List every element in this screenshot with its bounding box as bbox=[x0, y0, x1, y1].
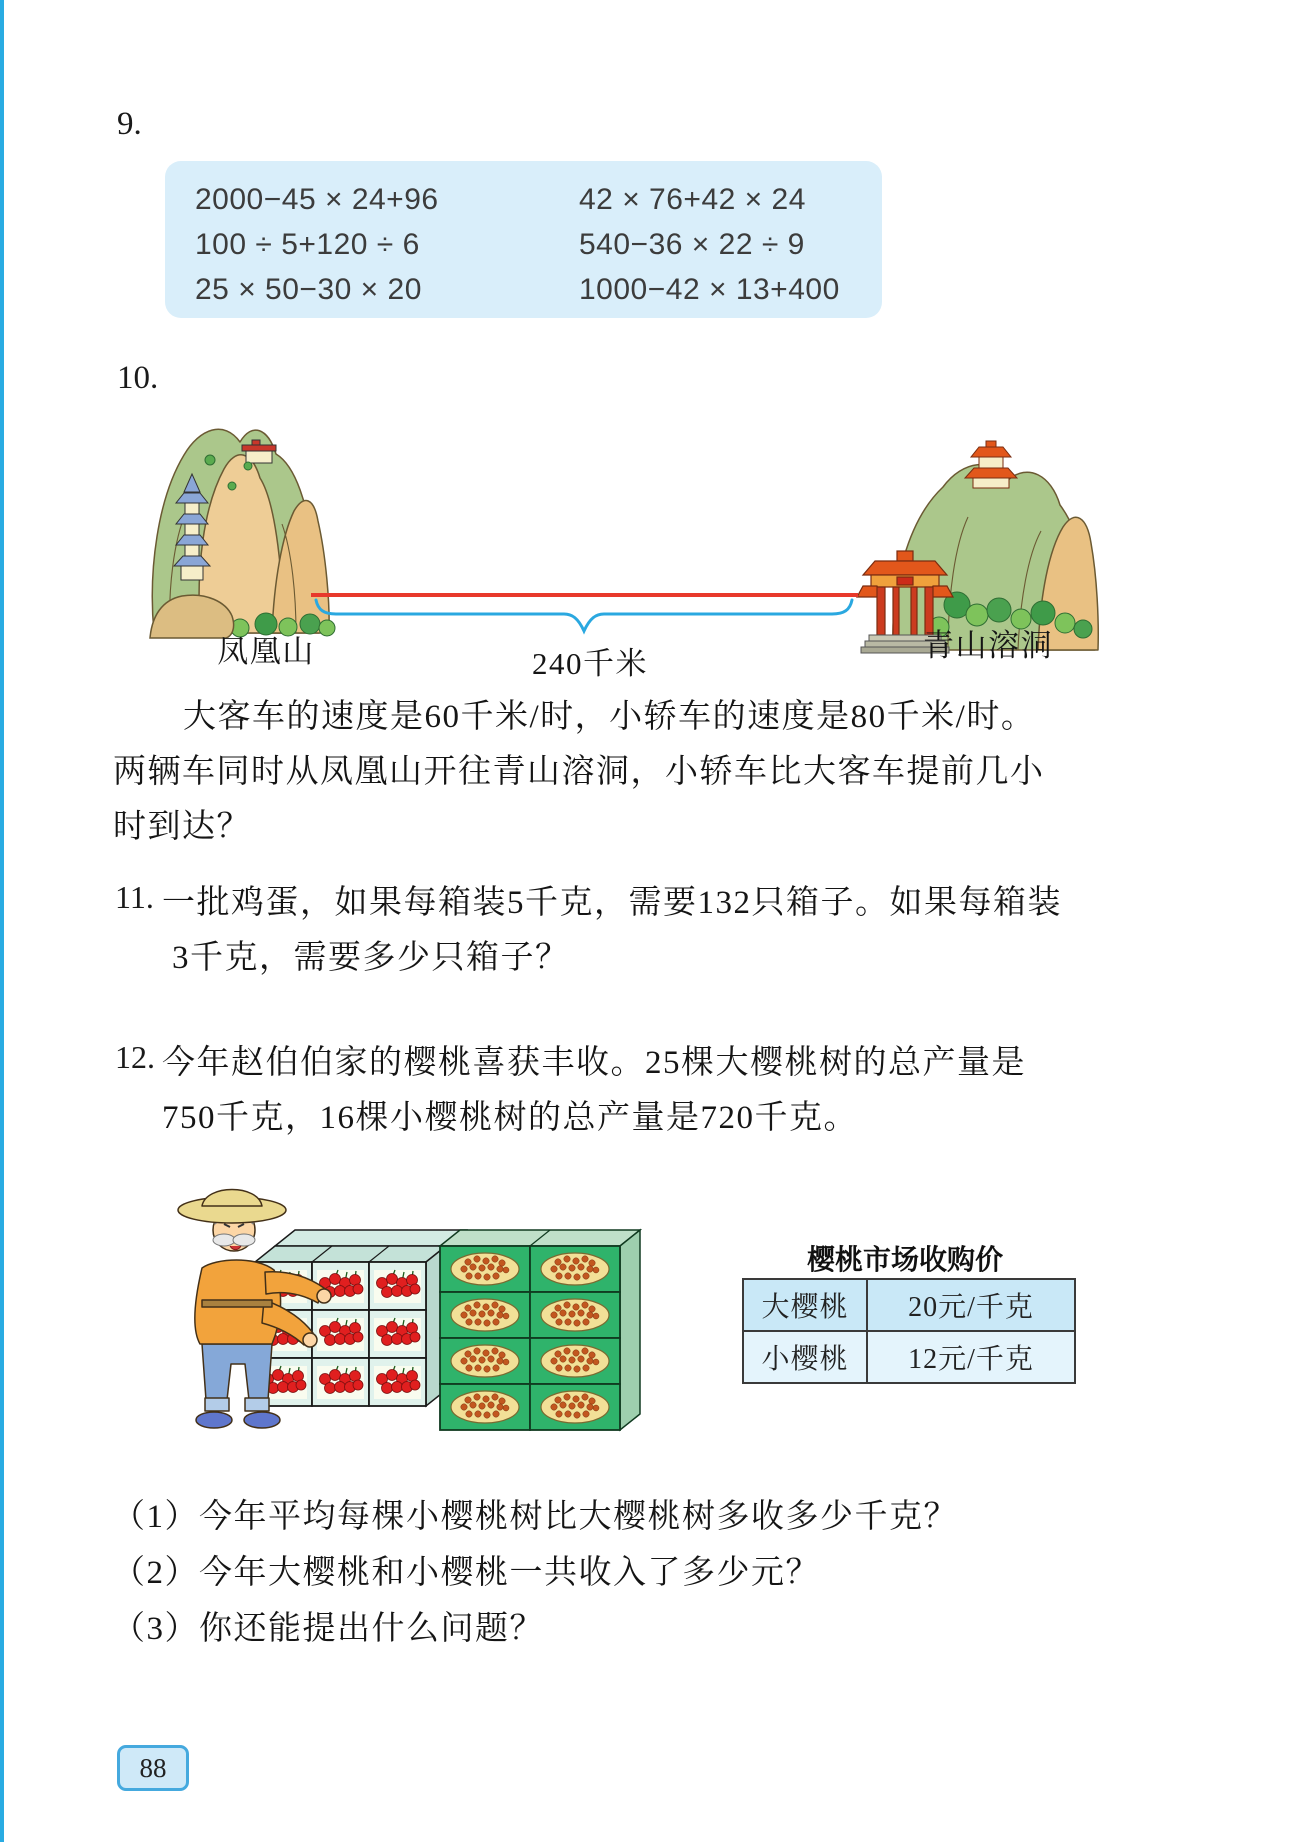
distance-label: 240千米 bbox=[532, 646, 648, 681]
left-mountain-illustration bbox=[148, 400, 338, 640]
problem-12-question: （2）今年大樱桃和小樱桃一共收入了多少元？ bbox=[112, 1555, 820, 1591]
expression: 100 ÷ 5+120 ÷ 6 bbox=[195, 228, 420, 261]
problem-11-text-line: 3千克，需要多少只箱子？ bbox=[172, 940, 570, 976]
problem-10-text-line: 两辆车同时从凤凰山开往青山溶洞，小轿车比大客车提前几小 bbox=[113, 754, 1045, 790]
distance-illustration bbox=[140, 390, 1170, 690]
price-table-title: 樱桃市场收购价 bbox=[806, 1244, 1003, 1275]
left-mountain-label: 凤凰山 bbox=[217, 634, 315, 669]
page-number: 88 bbox=[139, 1752, 167, 1783]
problem-11-number: 11. bbox=[115, 879, 154, 915]
table-cell: 大樱桃 bbox=[743, 1279, 867, 1331]
table-cell: 小樱桃 bbox=[743, 1331, 867, 1383]
problem-12-question: （1）今年平均每棵小樱桃树比大樱桃树多收多少千克？ bbox=[112, 1499, 958, 1535]
expression-box bbox=[165, 161, 882, 318]
farmer-cherry-illustration bbox=[150, 1172, 655, 1432]
problem-12-text-line: 750千克，16棵小樱桃树的总产量是720千克。 bbox=[162, 1100, 858, 1136]
distance-brace bbox=[314, 598, 854, 638]
expression: 540−36 × 22 ÷ 9 bbox=[579, 228, 805, 261]
right-mountain-illustration bbox=[853, 405, 1100, 655]
expression: 42 × 76+42 × 24 bbox=[579, 183, 806, 216]
right-mountain-label: 青山溶洞 bbox=[923, 628, 1053, 663]
problem-12-text-line: 今年赵伯伯家的樱桃喜获丰收。25棵大樱桃树的总产量是 bbox=[162, 1045, 1026, 1081]
large-cherry-box-stack bbox=[440, 1230, 640, 1430]
expression: 2000−45 × 24+96 bbox=[195, 183, 439, 216]
problem-12-question: （3）你还能提出什么问题？ bbox=[112, 1611, 544, 1647]
table-row bbox=[743, 1331, 1075, 1383]
cherry-price-table bbox=[742, 1278, 1076, 1384]
expression: 1000−42 × 13+400 bbox=[579, 273, 840, 306]
page-number-badge bbox=[117, 1745, 189, 1791]
page-edge-line bbox=[0, 0, 4, 1842]
problem-10-text-line: 时到达？ bbox=[113, 809, 251, 845]
problem-11-text-line: 一批鸡蛋，如果每箱装5千克，需要132只箱子。如果每箱装 bbox=[162, 885, 1062, 921]
table-cell: 20元/千克 bbox=[867, 1279, 1075, 1331]
problem-10-number: 10. bbox=[117, 360, 159, 396]
table-cell: 12元/千克 bbox=[867, 1331, 1075, 1383]
problem-9-number: 9. bbox=[117, 106, 142, 142]
expression: 25 × 50−30 × 20 bbox=[195, 273, 422, 306]
problem-12-number: 12. bbox=[115, 1039, 155, 1075]
table-row bbox=[743, 1279, 1075, 1331]
temple-icon bbox=[965, 441, 1017, 488]
problem-10-text-line: 大客车的速度是60千米/时，小轿车的速度是80千米/时。 bbox=[183, 699, 1036, 735]
distance-line bbox=[311, 593, 858, 597]
